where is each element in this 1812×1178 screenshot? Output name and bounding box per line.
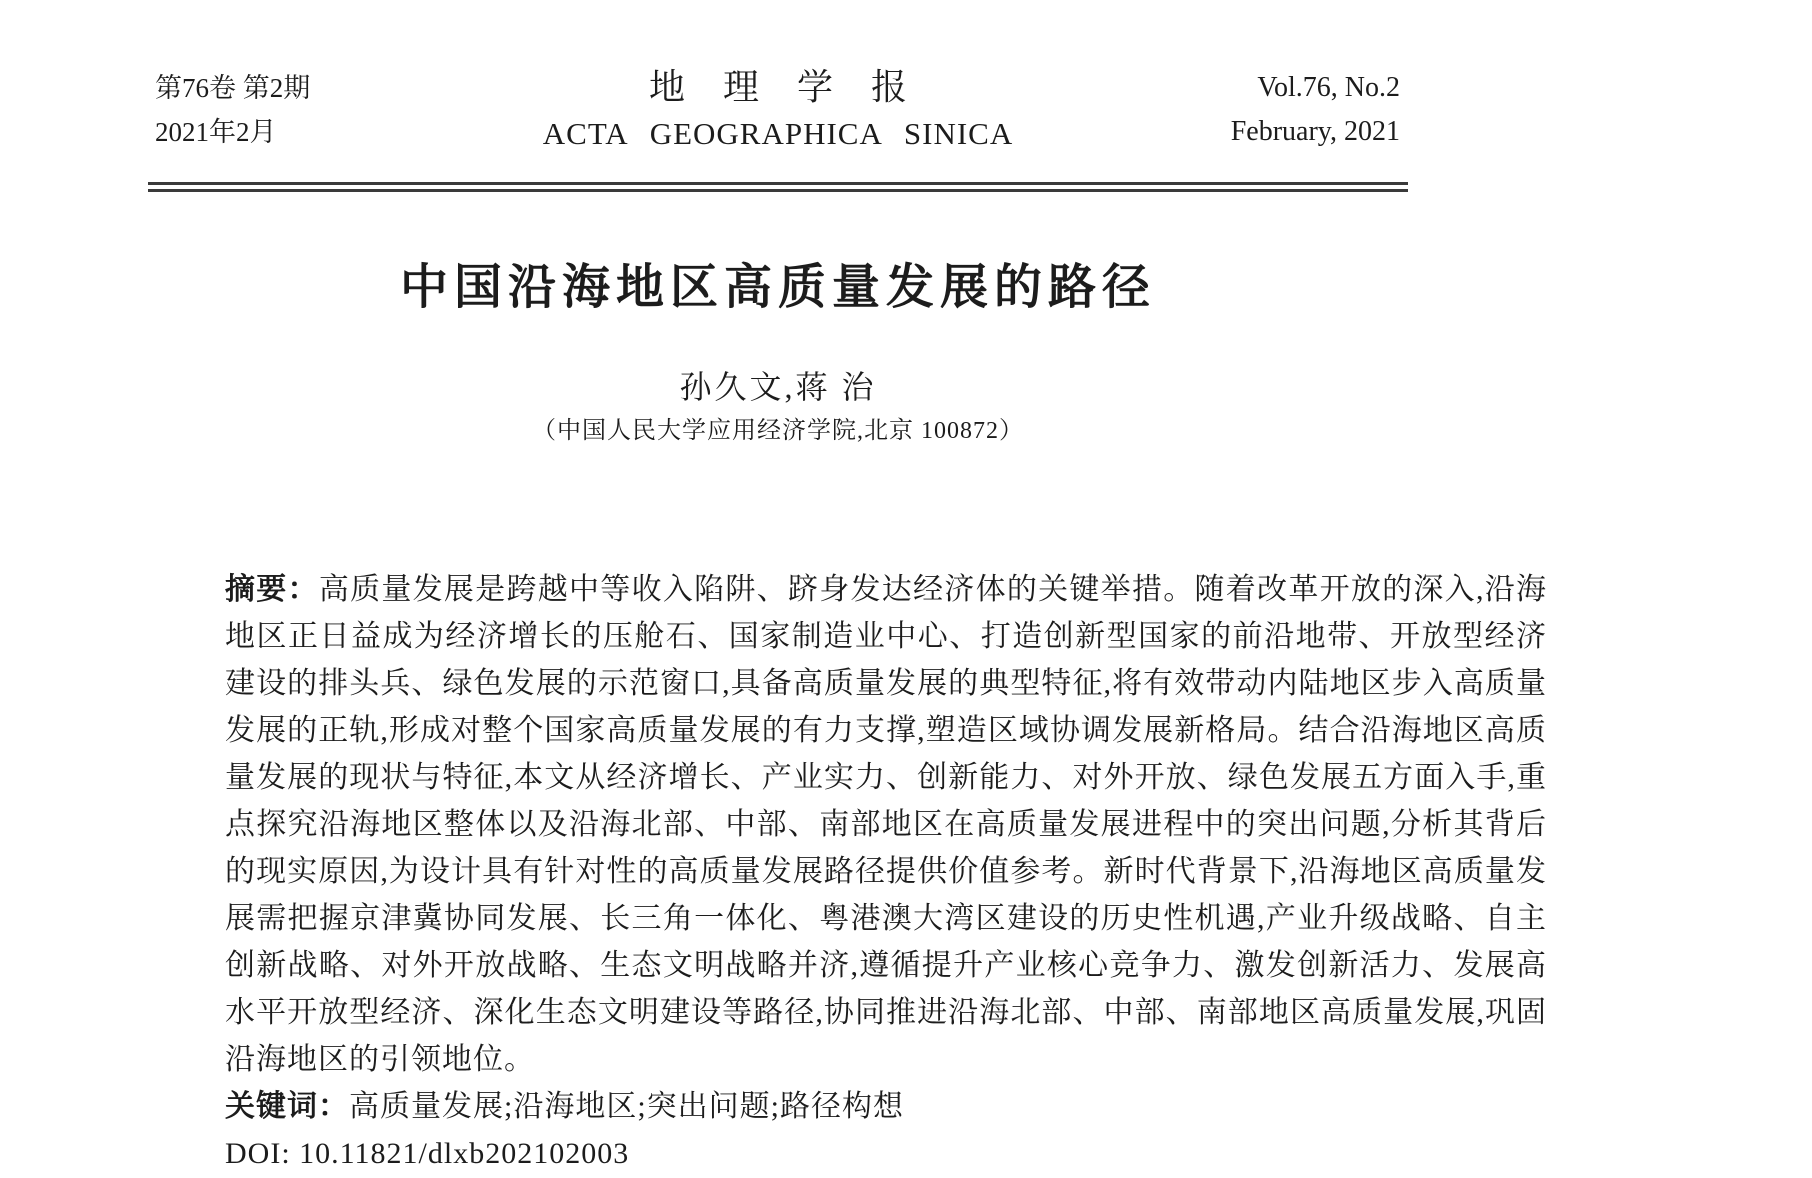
- paper-affiliation: （中国人民大学应用经济学院,北京 100872）: [532, 418, 1024, 444]
- doi-text: DOI: 10.11821/dlxb202102003: [225, 1137, 630, 1170]
- journal-volume-issue-en: Vol.76, No.2: [1257, 72, 1400, 103]
- abstract-paragraph: [225, 566, 1547, 1083]
- abstract-block: [225, 566, 1547, 1177]
- paper-authors: 孙久文,蒋 治: [679, 369, 877, 405]
- journal-date-cn: 2021年2月: [155, 117, 277, 147]
- journal-title-cn: 地理学报: [648, 67, 945, 107]
- keywords-paragraph: [225, 1083, 1547, 1130]
- journal-volume-issue-cn: 第76卷 第2期: [155, 73, 311, 103]
- abstract-label: 摘要：: [225, 573, 319, 606]
- journal-title-en: ACTA GEOGRAPHICA SINICA: [542, 116, 1014, 151]
- journal-date-en: February, 2021: [1230, 116, 1400, 147]
- paper-title: 中国沿海地区高质量发展的路径: [399, 261, 1156, 314]
- abstract-text: 高质量发展是跨越中等收入陷阱、跻身发达经济体的关键举措。随着改革开放的深入,沿海地区正日益成为经济增长的压舱石、国家制造业中心、打造创新型国家的前沿地带、开放型经济建设的排头兵、绿色发展的示范窗口,具备高质量发展的典型特征,将有效带动内陆地区步入高质量发展的正轨,形成对整个国家高质量发展的有力支撑,塑造区域协调发展新格局。结合沿海地区高质量发展的现状与特征,本文从经济增长、产业实力、创新能力、对外开放、绿色发展五方面入手,重点探究沿海地区整体以及沿海北部、中部、南部地区在高质量发展进程中的突出问题,分析其背后的现实原因,为设计具有针对性的高质量发展路径提供价值参考。新时代背景下,沿海地区高质量发展需把握京津冀协同发展、长三角一体化、粤港澳大湾区建设的历史性机遇,产业升级战略、自主创新战略、对外开放战略、生态文明战略并济,遵循提升产业核心竞争力、激发创新活力、发展高水平开放型经济、深化生态文明建设等路径,协同推进沿海北部、中部、南部地区高质量发展,巩固沿海地区的引领地位。: [225, 573, 1548, 1076]
- header-center: [148, 62, 1408, 156]
- header-divider-rule: [148, 182, 1408, 192]
- keywords-label: 关键词：: [225, 1090, 349, 1123]
- header-right: [1231, 66, 1400, 154]
- keywords-text: 高质量发展;沿海地区;突出问题;路径构想: [349, 1090, 905, 1123]
